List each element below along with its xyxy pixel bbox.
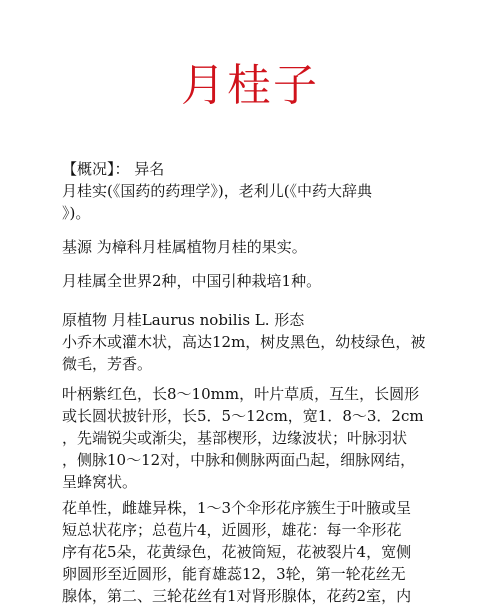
text-line: 短总状花序；总苞片4，近圆形，雄花：每一伞形花: [62, 521, 402, 539]
paragraph-flower: [62, 497, 440, 607]
text-line: 呈蜂窝状。: [62, 473, 138, 491]
paragraph-source: [62, 236, 440, 258]
text-line: ，侧脉10～12对，中脉和侧脉两面凸起，细脉网结，: [62, 451, 416, 469]
paragraph-leaf: [62, 383, 440, 493]
text-line: 叶柄紫红色，长8～10mm，叶片草质，互生，长圆形: [62, 385, 420, 403]
text-line: 【概况】： 异名: [62, 160, 165, 178]
text-line: 》)。: [62, 204, 91, 222]
text-line: 月桂属全世界2种，中国引种栽培1种。: [62, 272, 322, 290]
text-line: 或长圆状披针形，长5．5～12cm，宽1．8～3．2cm: [62, 407, 424, 425]
text-line: 月桂实(《国药的药理学》)，老利儿(《中药大辞典: [62, 182, 373, 200]
text-line: 序有花5朵，花黄绿色，花被筒短，花被裂片4，宽侧: [62, 543, 412, 561]
paragraph-plant: [62, 309, 440, 375]
text-line: 微毛，芳香。: [62, 355, 153, 373]
text-line: 卵圆形至近圆形，能育雄蕊12，3轮，第一轮花丝无: [62, 565, 406, 583]
text-line: 原植物 月桂Laurus nobilis L. 形态: [62, 311, 305, 329]
document-title: 月桂子: [181, 60, 319, 111]
text-line: 腺体，第二、三轮花丝有1对肾形腺体，花药2室，内: [62, 587, 412, 605]
paragraph-genus: [62, 270, 440, 292]
text-line: ，先端锐尖或渐尖，基部楔形，边缘波状；叶脉羽状: [62, 429, 408, 447]
paragraph-overview: [62, 158, 440, 224]
text-line: 小乔木或灌木状，高达12m，树皮黑色，幼枝绿色，被: [62, 333, 426, 351]
text-line: 花单性，雌雄异株，1～3个伞形花序簇生于叶腋或呈: [62, 499, 412, 517]
text-line: 基源 为樟科月桂属植物月桂的果实。: [62, 238, 307, 256]
